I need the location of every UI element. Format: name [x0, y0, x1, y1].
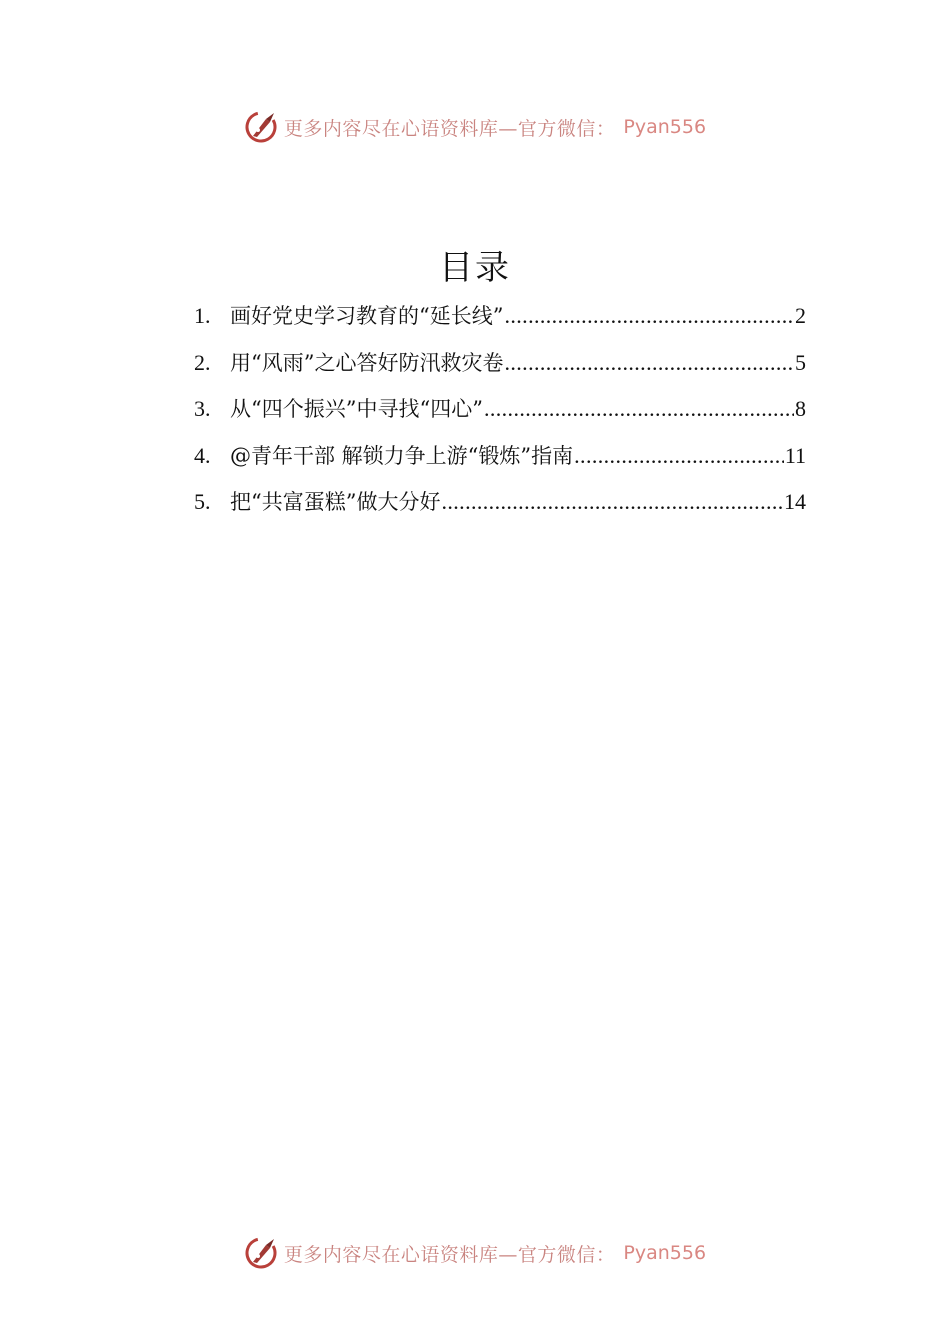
banner-text: 更多内容尽在心语资料库—官方微信： [283, 1243, 616, 1266]
toc-item-title: 用“风雨”之心答好防汛救灾卷 [230, 350, 504, 375]
toc-item-number: 4. [194, 442, 211, 468]
toc-item[interactable] [194, 440, 806, 487]
toc-item[interactable] [194, 347, 806, 394]
toc-item[interactable] [194, 300, 806, 347]
header-banner [0, 107, 950, 147]
toc-leader-dots [504, 350, 794, 376]
toc-item-number: 5. [194, 489, 211, 514]
toc-item-title: @青年干部 解锁力争上游“锻炼”指南 [230, 443, 574, 468]
toc-item-title: 画好党史学习教育的“延长线” [230, 304, 504, 328]
toc-leader-dots [504, 303, 794, 329]
toc-item-page: 14 [784, 489, 806, 514]
toc-item-title: 把“共富蛋糕”做大分好 [230, 490, 441, 514]
wechat-handle: Pyan556 [623, 1242, 707, 1264]
toc-leader-dots [484, 396, 794, 422]
toc-item[interactable] [194, 486, 806, 533]
header-banner-content [244, 110, 706, 144]
toc-item[interactable] [194, 393, 806, 440]
table-of-contents [194, 300, 806, 533]
wechat-handle: Pyan556 [623, 116, 707, 138]
toc-leader-dots [574, 443, 784, 469]
toc-item-number: 2. [194, 349, 211, 375]
toc-item-number: 1. [194, 303, 211, 328]
quill-pen-logo-icon [244, 1236, 278, 1270]
footer-banner [0, 1233, 950, 1273]
toc-item-title: 从“四个振兴”中寻找“四心” [230, 397, 483, 421]
quill-pen-logo-icon [244, 110, 278, 144]
banner-text: 更多内容尽在心语资料库—官方微信： [283, 117, 616, 140]
toc-item-page: 8 [795, 396, 806, 421]
toc-item-page: 11 [784, 442, 806, 468]
footer-banner-content [244, 1236, 706, 1270]
toc-item-page: 2 [795, 303, 806, 328]
toc-item-page: 5 [795, 349, 806, 375]
page-title: 目录 [439, 248, 511, 288]
toc-item-number: 3. [194, 396, 211, 421]
toc-leader-dots [441, 489, 783, 515]
